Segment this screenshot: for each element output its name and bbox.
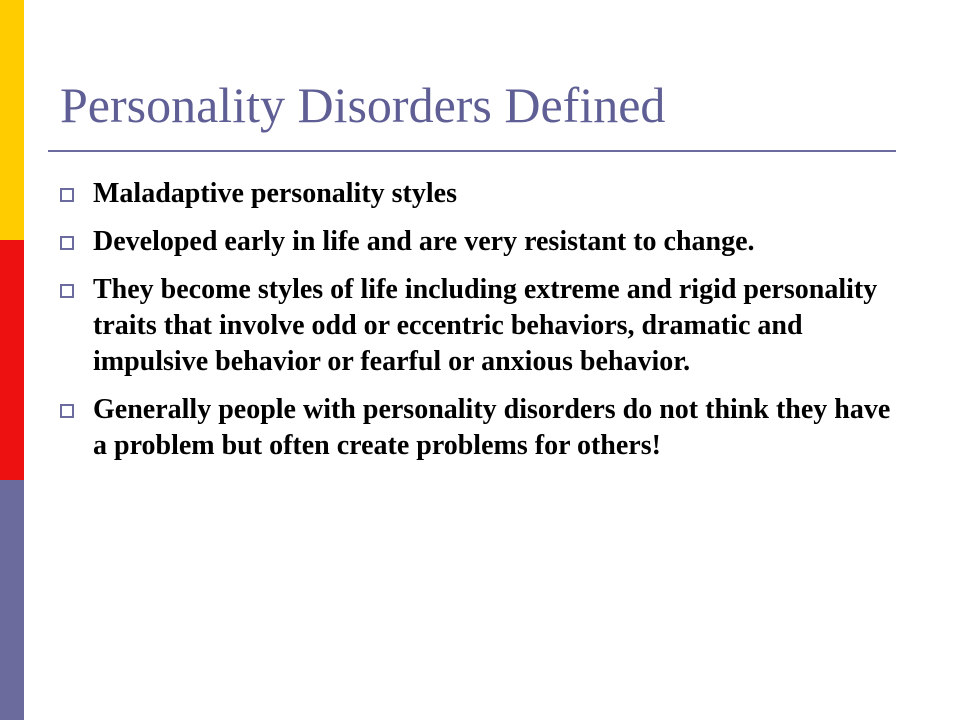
bullet-list — [60, 176, 900, 476]
bullet-item — [60, 176, 900, 212]
bullet-item — [60, 392, 900, 464]
side-color-bar — [0, 0, 24, 720]
hollow-square-bullet-icon — [60, 284, 74, 298]
bullet-text: Maladaptive personality styles — [93, 178, 457, 209]
hollow-square-bullet-icon — [60, 404, 74, 418]
hollow-square-bullet-icon — [60, 188, 74, 202]
title-underline — [48, 150, 896, 152]
bullet-text: Developed early in life and are very resistant to change. — [93, 226, 755, 257]
side-bar-yellow-segment — [0, 0, 24, 240]
side-bar-red-segment — [0, 240, 24, 480]
side-bar-purple-segment — [0, 480, 24, 720]
bullet-text: Generally people with personality disorders do not think they have a problem but often create problems for others! — [93, 394, 891, 461]
slide-title: Personality Disorders Defined — [60, 77, 666, 133]
bullet-item — [60, 272, 900, 380]
bullet-item — [60, 224, 900, 260]
hollow-square-bullet-icon — [60, 236, 74, 250]
bullet-text: They become styles of life including extreme and rigid personality traits that involve odd or eccentric behaviors, dramatic and impulsive behavior or fearful or anxious behavior. — [93, 274, 878, 377]
